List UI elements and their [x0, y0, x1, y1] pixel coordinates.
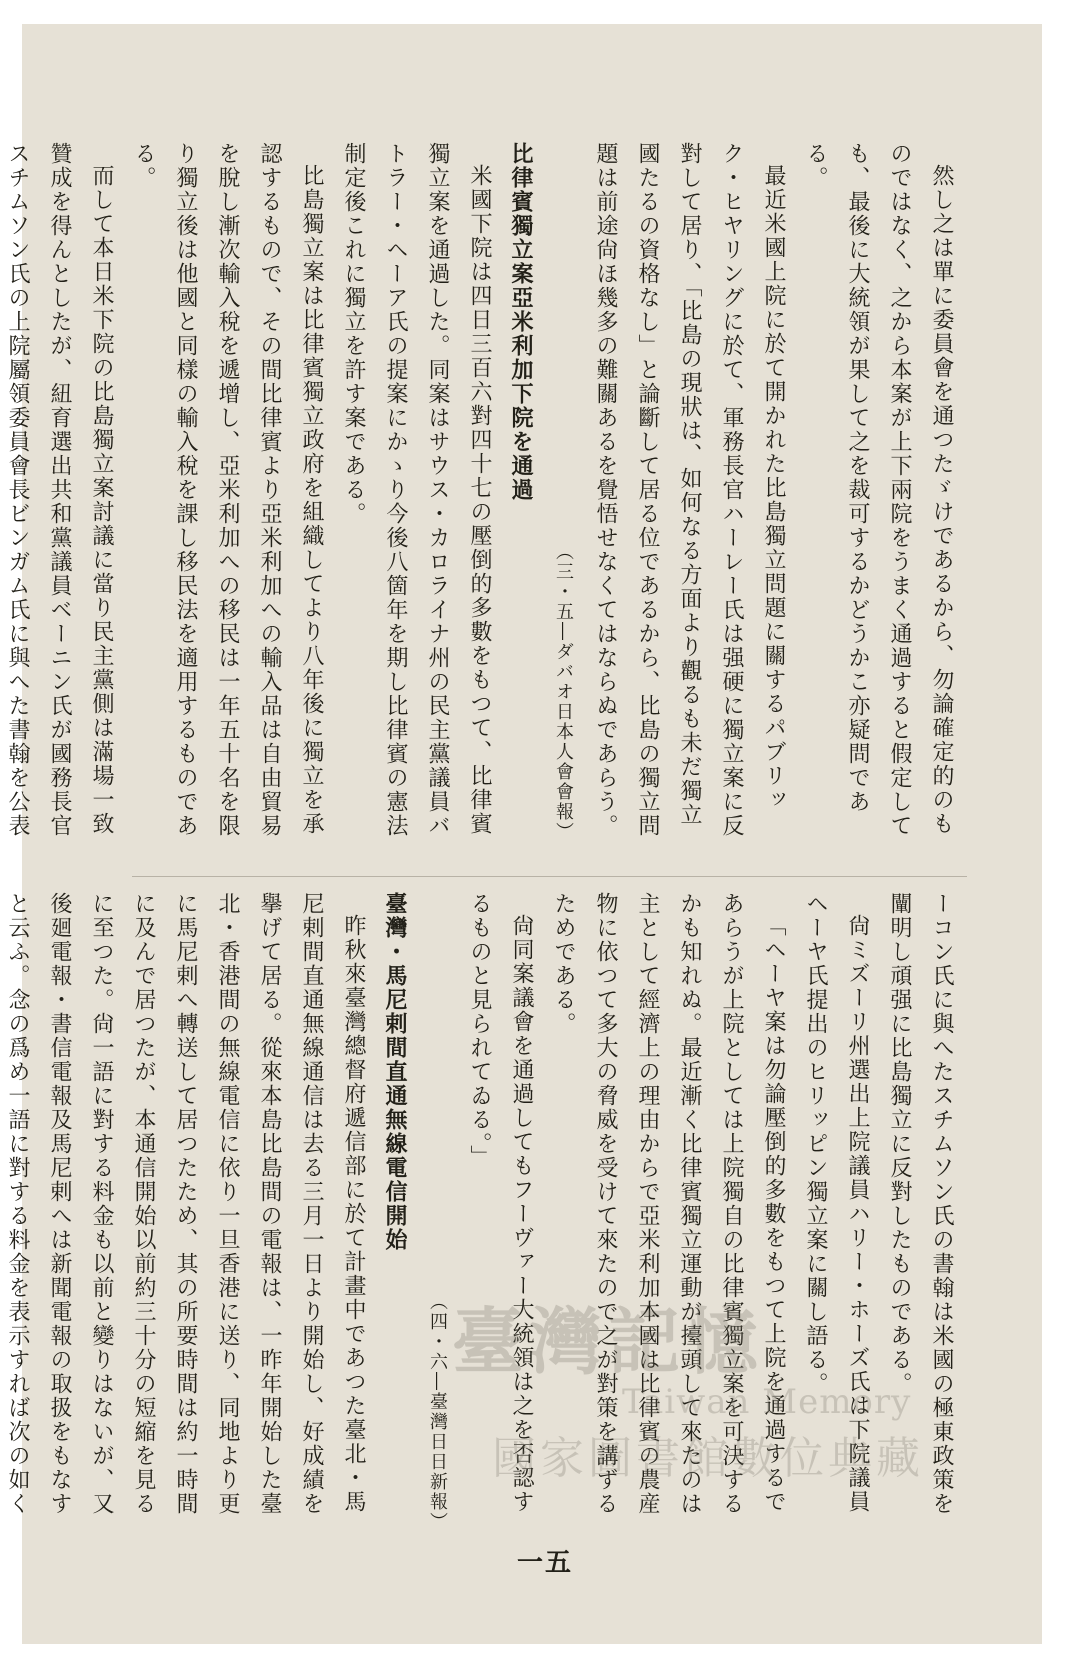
article-headline: 比律賓獨立案亞米利加下院を通過	[508, 142, 534, 502]
upper-article-block	[5, 142, 962, 842]
paragraph: 然し之は單に委員會を通つたゞけであるから、勿論確定的のものではなく、之から本案が上下兩院をうまく通過すると假定しても、最後に大統領が果して之を裁可するかどうかこ亦疑問である。	[803, 142, 954, 838]
paragraph: 比島獨立案は比律賓獨立政府を組織してより八年後に獨立を承認するもので、その間比律賓より亞米利加への輸入品は自由貿易を脫し漸次輸入稅を遞增し、亞米利加への移民は一年五十名を限り獨立後は他國と同樣の輸入稅を課し移民法を適用するものである。	[131, 142, 324, 838]
paragraph: 尙ミズーリ州選出上院議員ハリー・ホーズ氏は下院議員ヘーヤ氏提出のヒリッピン獨立案に關し語る。	[803, 892, 870, 1514]
article-headline: 臺灣・馬尼剌間直通無線電信開始	[382, 892, 408, 1252]
paragraph: 昨秋來臺灣總督府遞信部に於て計畫中であつた臺北・馬尼剌間直通無線通信は去る三月一日より開始し、好成績を擧げて居る。從來本島比島間の電報は、一昨年開始した臺北・香港間の無線電信に依り一旦香港に送り、同地より更に馬尼剌へ轉送して居つたため、其の所要時間は約一時間に及んで居つたが、本通信開始以前約三十分の短縮を見るに至つた。尙一語に對する料金も以前と變りはないが、又後廻電報・書信電報及馬尼剌へは新聞電報の取扱をもなすと云ふ。念の爲め一語に對する料金を表示すれば次の如く	[5, 892, 366, 1516]
paragraph: ーコン氏に與へたスチムソン氏の書翰は米國の極東政策を闡明し頑强に比島獨立に反對したものである。	[887, 892, 954, 1516]
paragraph: 尙同案議會を通過してもフーヴァー大統領は之を否認するものと見られてゐる。」	[467, 892, 534, 1514]
source-citation: （三・五―ダバオ日本人會會報）	[553, 542, 574, 842]
paragraph: 而して本日米下院の比島獨立案討議に當り民主黨側は滿場一致贊成を得んとしたが、紐育選出共和黨議員ベーニン氏が國務長官スチムソン氏の上院屬領委員會長ビンガム氏に與へた書翰を公表	[5, 142, 114, 838]
page-number: 一五	[517, 1548, 574, 1578]
watermark-english: Taiwan Memory	[622, 1382, 912, 1422]
paragraph: 「ヘーヤ案は勿論壓倒的多數をもつて上院を通過するであらうが上院としては上院獨自の比律賓獨立案を可決するかも知れぬ。最近漸く比律賓獨立運動が擡頭して來たのは主として經濟上の理由からで亞米利加本國は比律賓の農産物に依つて多大の脅威を受けて來たので之が對策を講ずるためである。	[551, 892, 786, 1516]
watermark	[452, 1284, 924, 1486]
paragraph: 米國下院は四日三百六對四十七の壓倒的多數をもつて、比律賓獨立案を通過した。同案はサウス・カロライナ州の民主黨議員バトラー・ヘーア氏の提案にかゝり今後八箇年を期し比律賓の憲法制定後これに獨立を許す案である。	[341, 142, 492, 838]
page-sheet	[5, 24, 1042, 1644]
watermark-library: 國家圖書館數位典藏	[492, 1433, 924, 1484]
paragraph: 最近米國上院に於て開かれた比島獨立問題に關するパブリック・ヒヤリングに於て、軍務長官ハーレー氏は强硬に獨立案に反對して居り、「比島の現狀は、如何なる方面より觀るも未だ獨立國たるの資格なし」と論斷して居る位であるから、比島の獨立問題は前途尙ほ幾多の難關あるを覺悟せなくてはならぬであらう。	[593, 142, 786, 838]
watermark-title: 臺灣記憶	[452, 1299, 765, 1384]
section-divider	[132, 876, 967, 877]
source-citation: （四・六―臺灣日日新報）	[427, 1292, 448, 1532]
